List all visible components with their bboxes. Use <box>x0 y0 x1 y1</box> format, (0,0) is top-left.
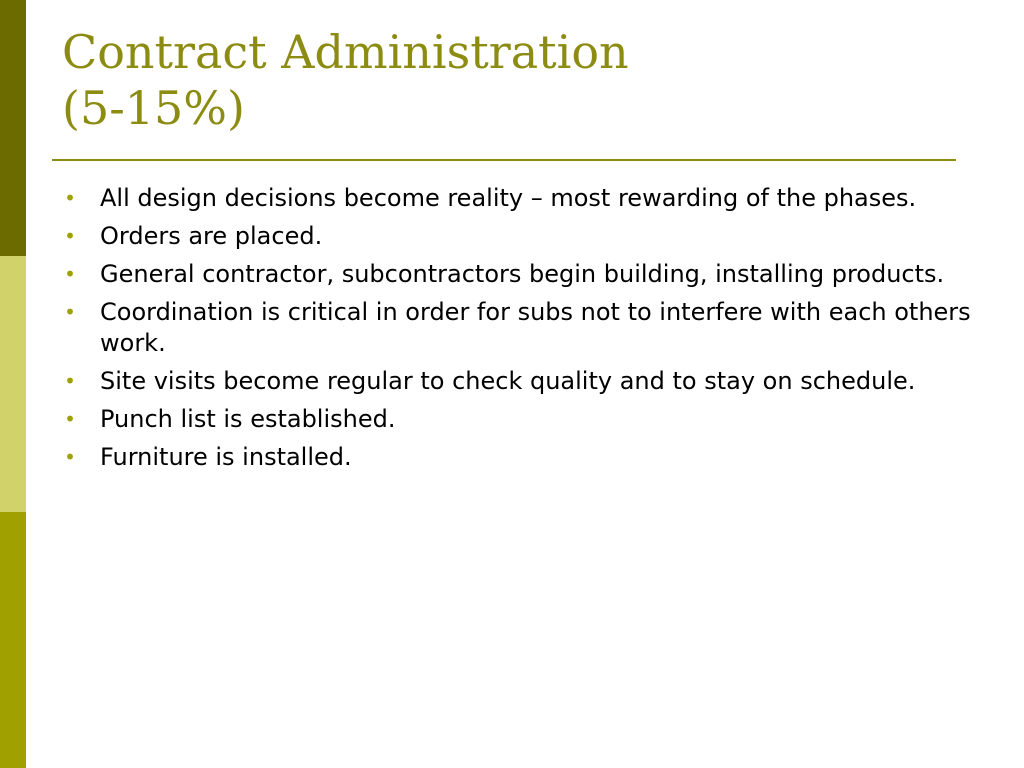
bullet-text: Site visits become regular to check quality and to stay on schedule. <box>100 367 916 395</box>
bullet-item <box>62 221 972 252</box>
bullet-dot-icon: • <box>64 407 76 431</box>
bullet-text: Coordination is critical in order for subs not to interfere with each others work. <box>100 298 971 357</box>
bullet-item <box>62 297 972 359</box>
bullet-dot-icon: • <box>64 262 76 286</box>
bullet-item <box>62 259 972 290</box>
title-divider <box>52 159 956 161</box>
bullet-dot-icon: • <box>64 300 76 324</box>
decorative-side-bar <box>0 0 26 768</box>
bullet-item <box>62 183 972 214</box>
bullet-dot-icon: • <box>64 445 76 469</box>
slide-title <box>62 24 962 136</box>
bullet-list <box>62 183 972 480</box>
bullet-text: Punch list is established. <box>100 405 396 433</box>
bullet-text: General contractor, subcontractors begin building, installing products. <box>100 260 945 288</box>
bullet-item <box>62 442 972 473</box>
slide-title-line-2: (5-15%) <box>62 81 245 135</box>
bullet-dot-icon: • <box>64 369 76 393</box>
bullet-item <box>62 404 972 435</box>
bullet-dot-icon: • <box>64 186 76 210</box>
side-bar-segment-light <box>0 256 26 512</box>
bullet-text: All design decisions become reality – most rewarding of the phases. <box>100 184 917 212</box>
bullet-item <box>62 366 972 397</box>
bullet-text: Orders are placed. <box>100 222 323 250</box>
bullet-text: Furniture is installed. <box>100 443 352 471</box>
side-bar-segment-mid <box>0 512 26 768</box>
bullet-dot-icon: • <box>64 224 76 248</box>
side-bar-segment-dark <box>0 0 26 256</box>
slide-title-line-1: Contract Administration <box>62 25 629 79</box>
